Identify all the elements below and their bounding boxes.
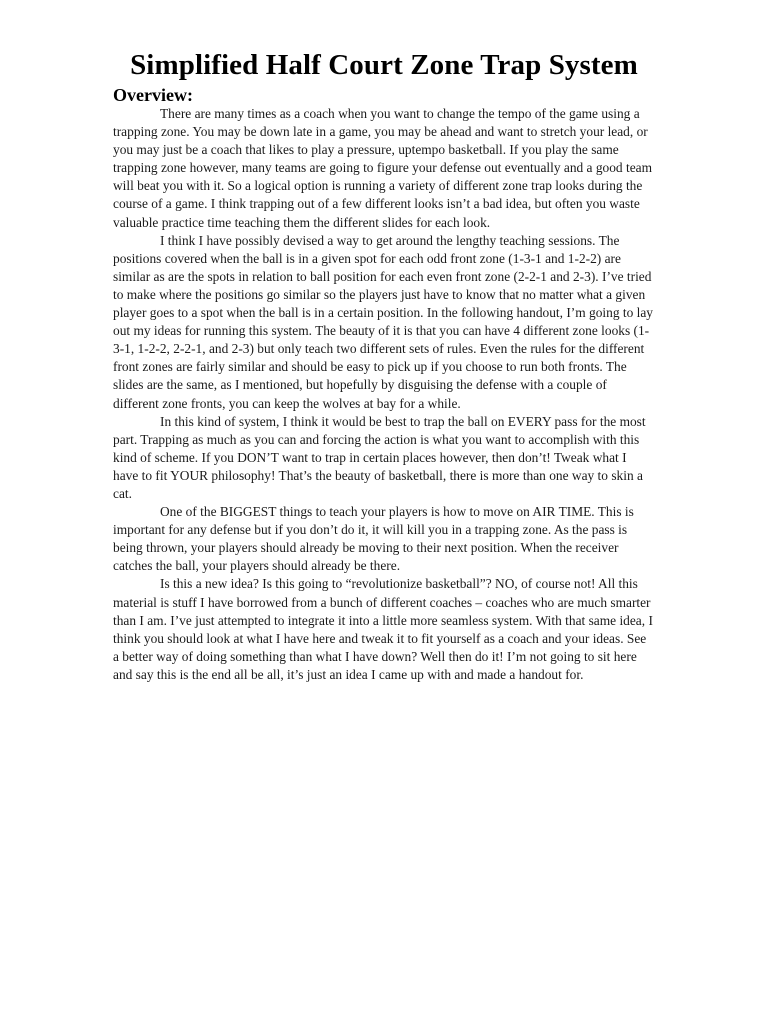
paragraph-4-air-time: One of the BIGGEST things to teach your players is how to move on AIR TIME. This is important for any defense but if you don’t do it, it will kill you in a trapping zone. As the pass is being thrown, your players should already be moving to their next position. When the receiver catches the ball, your players should already be there. bbox=[113, 504, 634, 574]
paragraph-1-intro: There are many times as a coach when you want to change the tempo of the game using a trapping zone. You may be down late in a game, you may be ahead and want to stretch your lead, or you may just be a coach that likes to play a pressure, uptempo basketball. If you play the same trapping zone however, many teams are going to figure your defense out eventually and a good team will beat you with it. So a logical option is running a variety of different zone trap looks during the course of a game. I think trapping out of a few different looks isn’t a bad idea, but often you waste valuable practice time teaching them the different slides for each look. bbox=[113, 106, 652, 230]
document-title: Simplified Half Court Zone Trap System bbox=[130, 49, 638, 81]
overview-body bbox=[113, 105, 653, 684]
paragraph-5-new-idea: Is this a new idea? Is this going to “revolutionize basketball”? NO, of course not! All this material is stuff I have borrowed from a bunch of different coaches – coaches who are much smarter than I am. I’ve just attempted to integrate it into a little more seamless system. With that same idea, I think you should look at what I have here and tweak it to fit yourself as a coach and your ideas. See a better way of doing something than what I have down? Well then do it! I’m not going to sit here and say this is the end all be all, it’s just an idea I came up with and made a handout for. bbox=[113, 576, 653, 682]
paragraph-2-system: I think I have possibly devised a way to get around the lengthy teaching sessions. The positions covered when the ball is in a given spot for each odd front zone (1-3-1 and 1-2-2) are similar as are the spots in relation to ball position for each even front zone (2-2-1 and 2-3). I’ve tried to make where the positions go similar so the players just have to know that no matter what a given player goes to a spot when the ball is in a certain position. In the following handout, I’m going to lay out my ideas for running this system. The beauty of it is that you can have 4 different zone looks (1-3-1, 1-2-2, 2-2-1, and 2-3) but only teach two different sets of rules. Even the rules for the different front zones are fairly similar and should be easy to pick up if you choose to run both fronts. The slides are the same, as I mentioned, but hopefully by disguising the defense with a couple of different zone fronts, you can keep the wolves at bay for a while. bbox=[113, 232, 653, 411]
paragraph-3-trapping: In this kind of system, I think it would be best to trap the ball on EVERY pass for the most part. Trapping as much as you can and forcing the action is what you want to accomplish with this kind of scheme. If you DON’T want to trap in certain places however, then don’t! Tweak what I have to fit YOUR philosophy! That’s the beauty of basketball, there is more than one way to skin a cat. bbox=[113, 413, 646, 501]
overview-heading: Overview: bbox=[113, 85, 193, 105]
